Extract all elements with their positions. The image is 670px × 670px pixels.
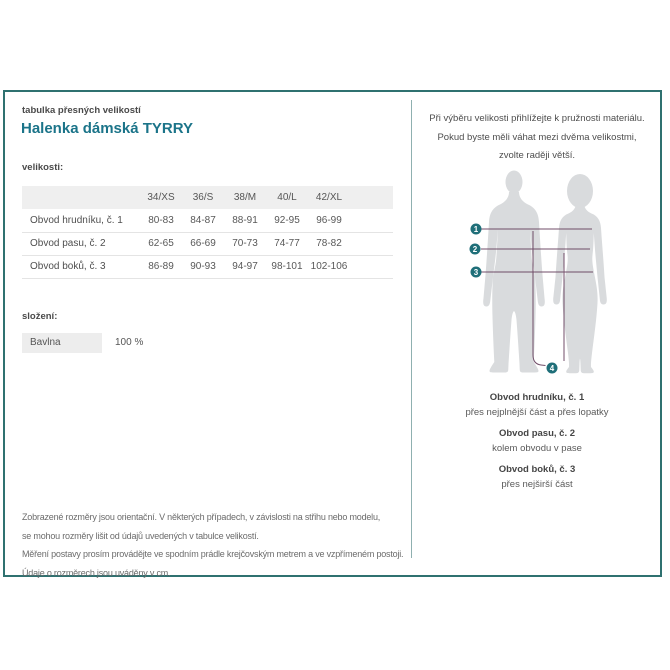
measure-name: Obvod hrudníku, č. 1: [489, 392, 585, 403]
disclaimer-line: Údaje o rozměrech jsou uváděny v cm.: [22, 567, 171, 578]
measure-block: [412, 390, 662, 420]
size-value: 88-91: [232, 214, 258, 226]
product-title: Halenka dámská TYRRY: [21, 120, 194, 137]
size-value: 86-89: [148, 261, 174, 272]
composition-label: složení:: [22, 311, 58, 322]
marker-3-number: 3: [473, 268, 479, 277]
size-value: 98-101: [271, 261, 303, 272]
size-value: 62-65: [148, 238, 174, 249]
table-row: [22, 255, 393, 278]
row-label: Obvod hrudníku, č. 1: [30, 214, 123, 226]
marker-1-icon: [471, 224, 482, 235]
size-column-header: 38/M: [233, 192, 257, 203]
measure-desc: přes nejširší část: [501, 479, 573, 490]
size-table-corner: [22, 186, 140, 209]
size-table: [22, 186, 393, 279]
material-cell: Bavlna: [22, 333, 102, 353]
size-column-header: 40/L: [277, 192, 297, 203]
measure-name: Obvod pasu, č. 2: [498, 428, 576, 439]
measure-desc: kolem obvodu v pase: [492, 443, 582, 454]
measure-block: [412, 462, 662, 492]
measure-descriptions: [412, 390, 662, 498]
material-percentage: 100 %: [115, 337, 144, 348]
size-table-header-row: [22, 186, 393, 209]
row-label: Obvod pasu, č. 2: [30, 238, 106, 249]
size-column-header: 34/XS: [147, 192, 175, 203]
size-value: 80-83: [148, 214, 174, 226]
advice-line: Při výběru velikosti přihlížejte k pružnosti materiálu.: [429, 113, 645, 124]
size-value: 92-95: [274, 214, 300, 226]
size-value: 102-106: [310, 261, 348, 272]
table-row: [22, 232, 393, 255]
marker-2-number: 2: [472, 245, 478, 254]
size-value: 70-73: [232, 238, 258, 249]
marker-4-number: 4: [549, 364, 555, 373]
size-value: 78-82: [316, 238, 342, 249]
table-row: [22, 209, 393, 232]
measure-name: Obvod boků, č. 3: [498, 464, 576, 475]
size-value: 96-99: [316, 214, 342, 226]
female-silhouette: [553, 174, 607, 373]
marker-4-icon: [547, 363, 558, 374]
sizes-label: velikosti:: [22, 162, 64, 173]
size-value: 94-97: [232, 261, 258, 272]
advice-line: Pokud byste měli váhat mezi dvěma velikostmi,: [437, 131, 637, 143]
disclaimer-line: Zobrazené rozměry jsou orientační. V některých případech, v závislosti na střihu nebo modelu,: [22, 512, 381, 522]
body-measurement-diagram: [412, 165, 662, 380]
size-advice-text: [412, 110, 662, 166]
row-label: Obvod boků, č. 3: [30, 261, 106, 272]
marker-3-icon: [471, 267, 482, 278]
size-column-header: 42/XL: [315, 192, 343, 203]
measure-block: [412, 426, 662, 456]
size-column-header: 36/S: [192, 192, 214, 203]
size-value: 66-69: [190, 238, 216, 249]
disclaimer-line: se mohou rozměry lišit od údajů uvedených v tabulce velikostí.: [22, 530, 259, 541]
advice-line: zvolte raději větší.: [498, 150, 576, 161]
size-value: 74-77: [274, 238, 300, 249]
table-eyebrow: tabulka přesných velikostí: [22, 105, 141, 116]
marker-2-icon: [470, 244, 481, 255]
size-value: 84-87: [190, 214, 216, 226]
marker-1-number: 1: [473, 225, 479, 234]
disclaimer-line: Měření postavy prosím provádějte ve spodním prádle krejčovským metrem a ve vzpřímeném postoji.: [22, 549, 404, 559]
measure-desc: přes nejplnější část a přes lopatky: [465, 407, 609, 418]
size-value: 90-93: [190, 261, 216, 272]
disclaimer-text: [22, 508, 408, 582]
